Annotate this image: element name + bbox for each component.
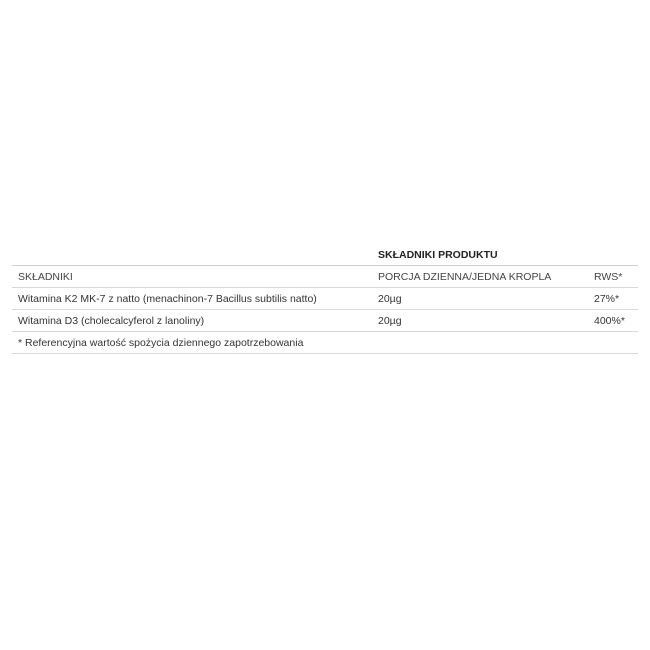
ingredient-name: Witamina D3 (cholecalcyferol z lanoliny) — [18, 315, 205, 327]
ingredient-rws: 400%* — [594, 315, 625, 327]
table-footnote: * Referencyjna wartość spożycia dziennego zapotrzebowania — [12, 332, 638, 354]
ingredient-name: Witamina K2 MK-7 z natto (menachinon-7 Bacillus subtilis natto) — [18, 293, 317, 305]
header-daily-dose: PORCJA DZIENNA/JEDNA KROPLA — [378, 271, 552, 283]
ingredient-dose: 20µg — [378, 293, 402, 305]
table-title: SKŁADNIKI PRODUKTU — [12, 244, 638, 266]
ingredient-rws: 27%* — [594, 293, 620, 305]
table-row — [12, 288, 638, 310]
table-header-row — [12, 266, 638, 288]
table-row — [12, 310, 638, 332]
ingredients-table — [12, 244, 638, 354]
header-ingredients: SKŁADNIKI — [18, 271, 73, 283]
header-rws: RWS* — [594, 271, 623, 283]
ingredient-dose: 20µg — [378, 315, 402, 327]
